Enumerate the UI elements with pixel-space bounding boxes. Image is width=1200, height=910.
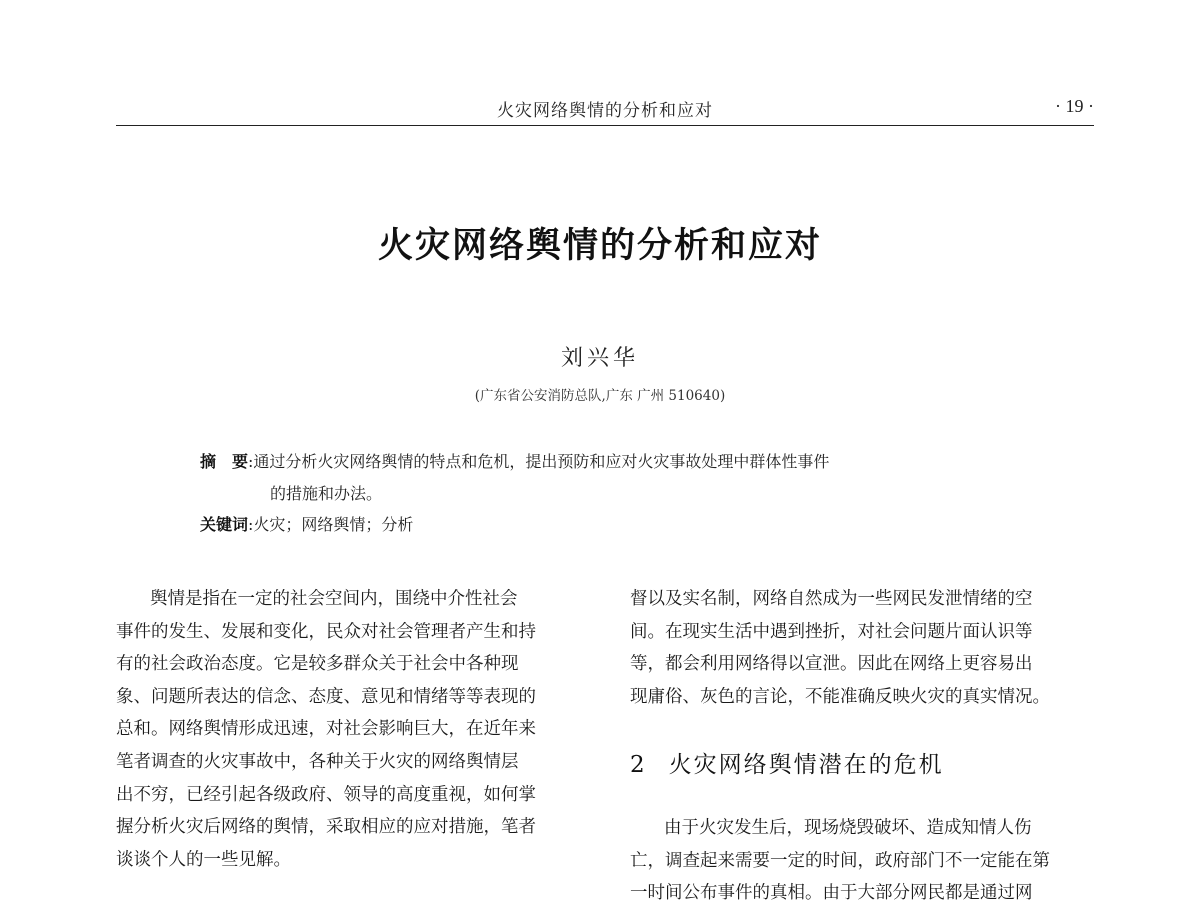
body-line: 事件的发生、发展和变化，民众对社会管理者产生和持: [116, 621, 536, 642]
keywords: [200, 510, 413, 540]
keywords-label: 关键词: [200, 515, 249, 534]
body-line: 谈谈个人的一些见解。: [116, 849, 291, 870]
section-number: 2: [630, 752, 647, 778]
body-line: 出不穷，已经引起各级政府、领导的高度重视，如何掌: [116, 784, 536, 805]
body-line: 等，都会利用网络得以宣泄。因此在网络上更容易出: [630, 654, 1033, 675]
body-line: 笔者调查的火灾事故中，各种关于火灾的网络舆情层: [116, 751, 519, 772]
article-title: 火灾网络舆情的分析和应对: [377, 226, 822, 266]
body-line: 现庸俗、灰色的言论，不能准确反映火灾的真实情况。: [630, 686, 1050, 707]
body-line: 由于火灾发生后，现场烧毁破坏、造成知情人伤: [664, 818, 1032, 838]
body-line: 亡，调查起来需要一定的时间，政府部门不一定能在第: [630, 850, 1050, 871]
page-number: · 19 ·: [1055, 96, 1094, 116]
abstract-line: 的措施和办法。: [270, 484, 383, 503]
author-affiliation: (广东省公安消防总队,广东 广州 510640): [474, 388, 726, 404]
running-header: [116, 94, 1094, 126]
abstract-colon: :: [248, 452, 254, 471]
body-right-column-continued: [630, 812, 1098, 910]
keywords-text: 火灾；网络舆情；分析: [253, 515, 414, 534]
body-line: 有的社会政治态度。它是较多群众关于社会中各种现: [116, 654, 519, 675]
section-title: 火灾网络舆情潜在的危机: [668, 752, 944, 778]
body-right-column: [630, 583, 1098, 713]
abstract-label: 摘 要: [200, 452, 249, 471]
abstract: [200, 446, 1040, 510]
body-left-column: [116, 583, 584, 876]
body-line: 象、问题所表达的信念、态度、意见和情绪等等表现的: [116, 686, 536, 707]
body-line: 舆情是指在一定的社会空间内，围绕中介性社会: [150, 589, 518, 609]
body-line: 一时间公布事件的真相。由于大部分网民都是通过网: [630, 883, 1033, 904]
author-name: 刘兴华: [560, 346, 639, 371]
body-line: 总和。网络舆情形成迅速，对社会影响巨大，在近年来: [116, 719, 536, 740]
abstract-line: [200, 446, 1040, 478]
body-line: 督以及实名制，网络自然成为一些网民发泄情绪的空: [630, 589, 1033, 609]
abstract-text: 通过分析火灾网络舆情的特点和危机，提出预防和应对火灾事故处理中群体性事件: [253, 452, 830, 471]
section-heading: [630, 746, 944, 779]
header-rule: [116, 125, 1094, 126]
keywords-colon: :: [248, 515, 254, 534]
body-line: 握分析火灾后网络的舆情，采取相应的应对措施，笔者: [116, 817, 536, 838]
running-title: 火灾网络舆情的分析和应对: [497, 101, 713, 121]
body-line: 间。在现实生活中遇到挫折，对社会问题片面认识等: [630, 621, 1033, 642]
